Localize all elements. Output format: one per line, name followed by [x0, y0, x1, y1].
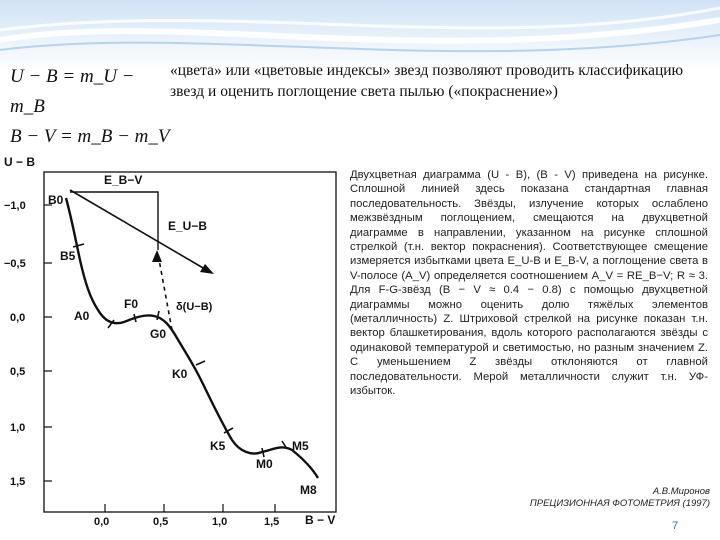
label-m8: M8 [300, 483, 317, 497]
label-g0: G0 [150, 327, 167, 341]
y-tick: 0,5 [10, 366, 26, 378]
x-tick: 1,0 [212, 516, 228, 528]
x-tick: 0,5 [153, 516, 169, 528]
page-number: 7 [672, 520, 679, 532]
label-a0: A0 [74, 309, 90, 323]
blanketing-arrowhead [152, 250, 162, 262]
excess-ub-label: E_U−B [168, 219, 208, 233]
y-tick: 1,0 [10, 422, 26, 434]
label-k0: K0 [172, 367, 188, 381]
label-f0: F0 [124, 297, 139, 311]
y-tick: 0,0 [10, 312, 26, 324]
source-credit [510, 486, 710, 510]
formula-b-v: B − V = m_B − m_V [10, 126, 170, 147]
y-axis-label: U − B [4, 155, 36, 169]
y-tick: 1,5 [10, 476, 26, 488]
main-sequence-curve [66, 198, 318, 478]
intro-text: «цвета» или «цветовые индексы» звезд позволяют проводить классификацию звезд и оценить поглощение света пылью («покраснение») [170, 62, 684, 100]
two-color-diagram [0, 150, 345, 540]
y-tick: −1,0 [4, 200, 26, 212]
reddening-arrowhead [200, 264, 214, 274]
x-tick: 1,5 [264, 516, 280, 528]
label-m5: M5 [292, 439, 309, 453]
blanketing-label: δ(U−B) [176, 301, 213, 313]
x-axis-label: B − V [305, 513, 336, 527]
y-tick: −0,5 [4, 258, 26, 270]
label-m0: M0 [256, 457, 273, 471]
excess-bracket [70, 192, 158, 250]
label-b5: B5 [60, 249, 76, 263]
excess-bv-label: E_B−V [104, 173, 143, 187]
credit-title: ПРЕЦИЗИОННАЯ ФОТОМЕТРИЯ (1997) [529, 498, 710, 509]
label-b0: B0 [48, 193, 64, 207]
credit-author: А.В.Миронов [652, 486, 710, 497]
x-tick: 0,0 [94, 516, 110, 528]
spectral-markers [73, 244, 287, 457]
diagram-description: Двухцветная диаграмма (U - B), (B - V) приведена на рисунке. Сплошной линией здесь показана стандартная главная последовательность. Звёзды, излучение которых ослаблено межзвёздным поглощением, смещаются на двухцветной диаграмме в направлении, указанном на рисунке сплошной стрелкой (т.н. вектор покраснения). Соответствующее смещение измеряется избытками цвета E_U-B и E_B-V, а поглощение света в V-полосе (A_V) определяется соотношением A_V = RE_B−V; R ≈ 3. Для F-G-звёзд (B − V ≈ 0.4 − 0.8) с помощью двухцветной диаграммы можно оценить долю тяжёлых элементов (металличность) Z. Штриховой стрелкой на рисунке показан т.н. вектор блашкетирования, вдоль которого располагаются звёзды с одинаковой температурой и светимостью, но разным значением Z. С уменьшением Z звёзды отклоняются от главной последовательности. Мерой металличности служит т.н. УФ-избыток. [350, 169, 708, 398]
label-k5: K5 [210, 439, 226, 453]
formula-u-b: U − B = m_U − m_B [10, 66, 135, 117]
color-index-formulas [10, 62, 170, 152]
